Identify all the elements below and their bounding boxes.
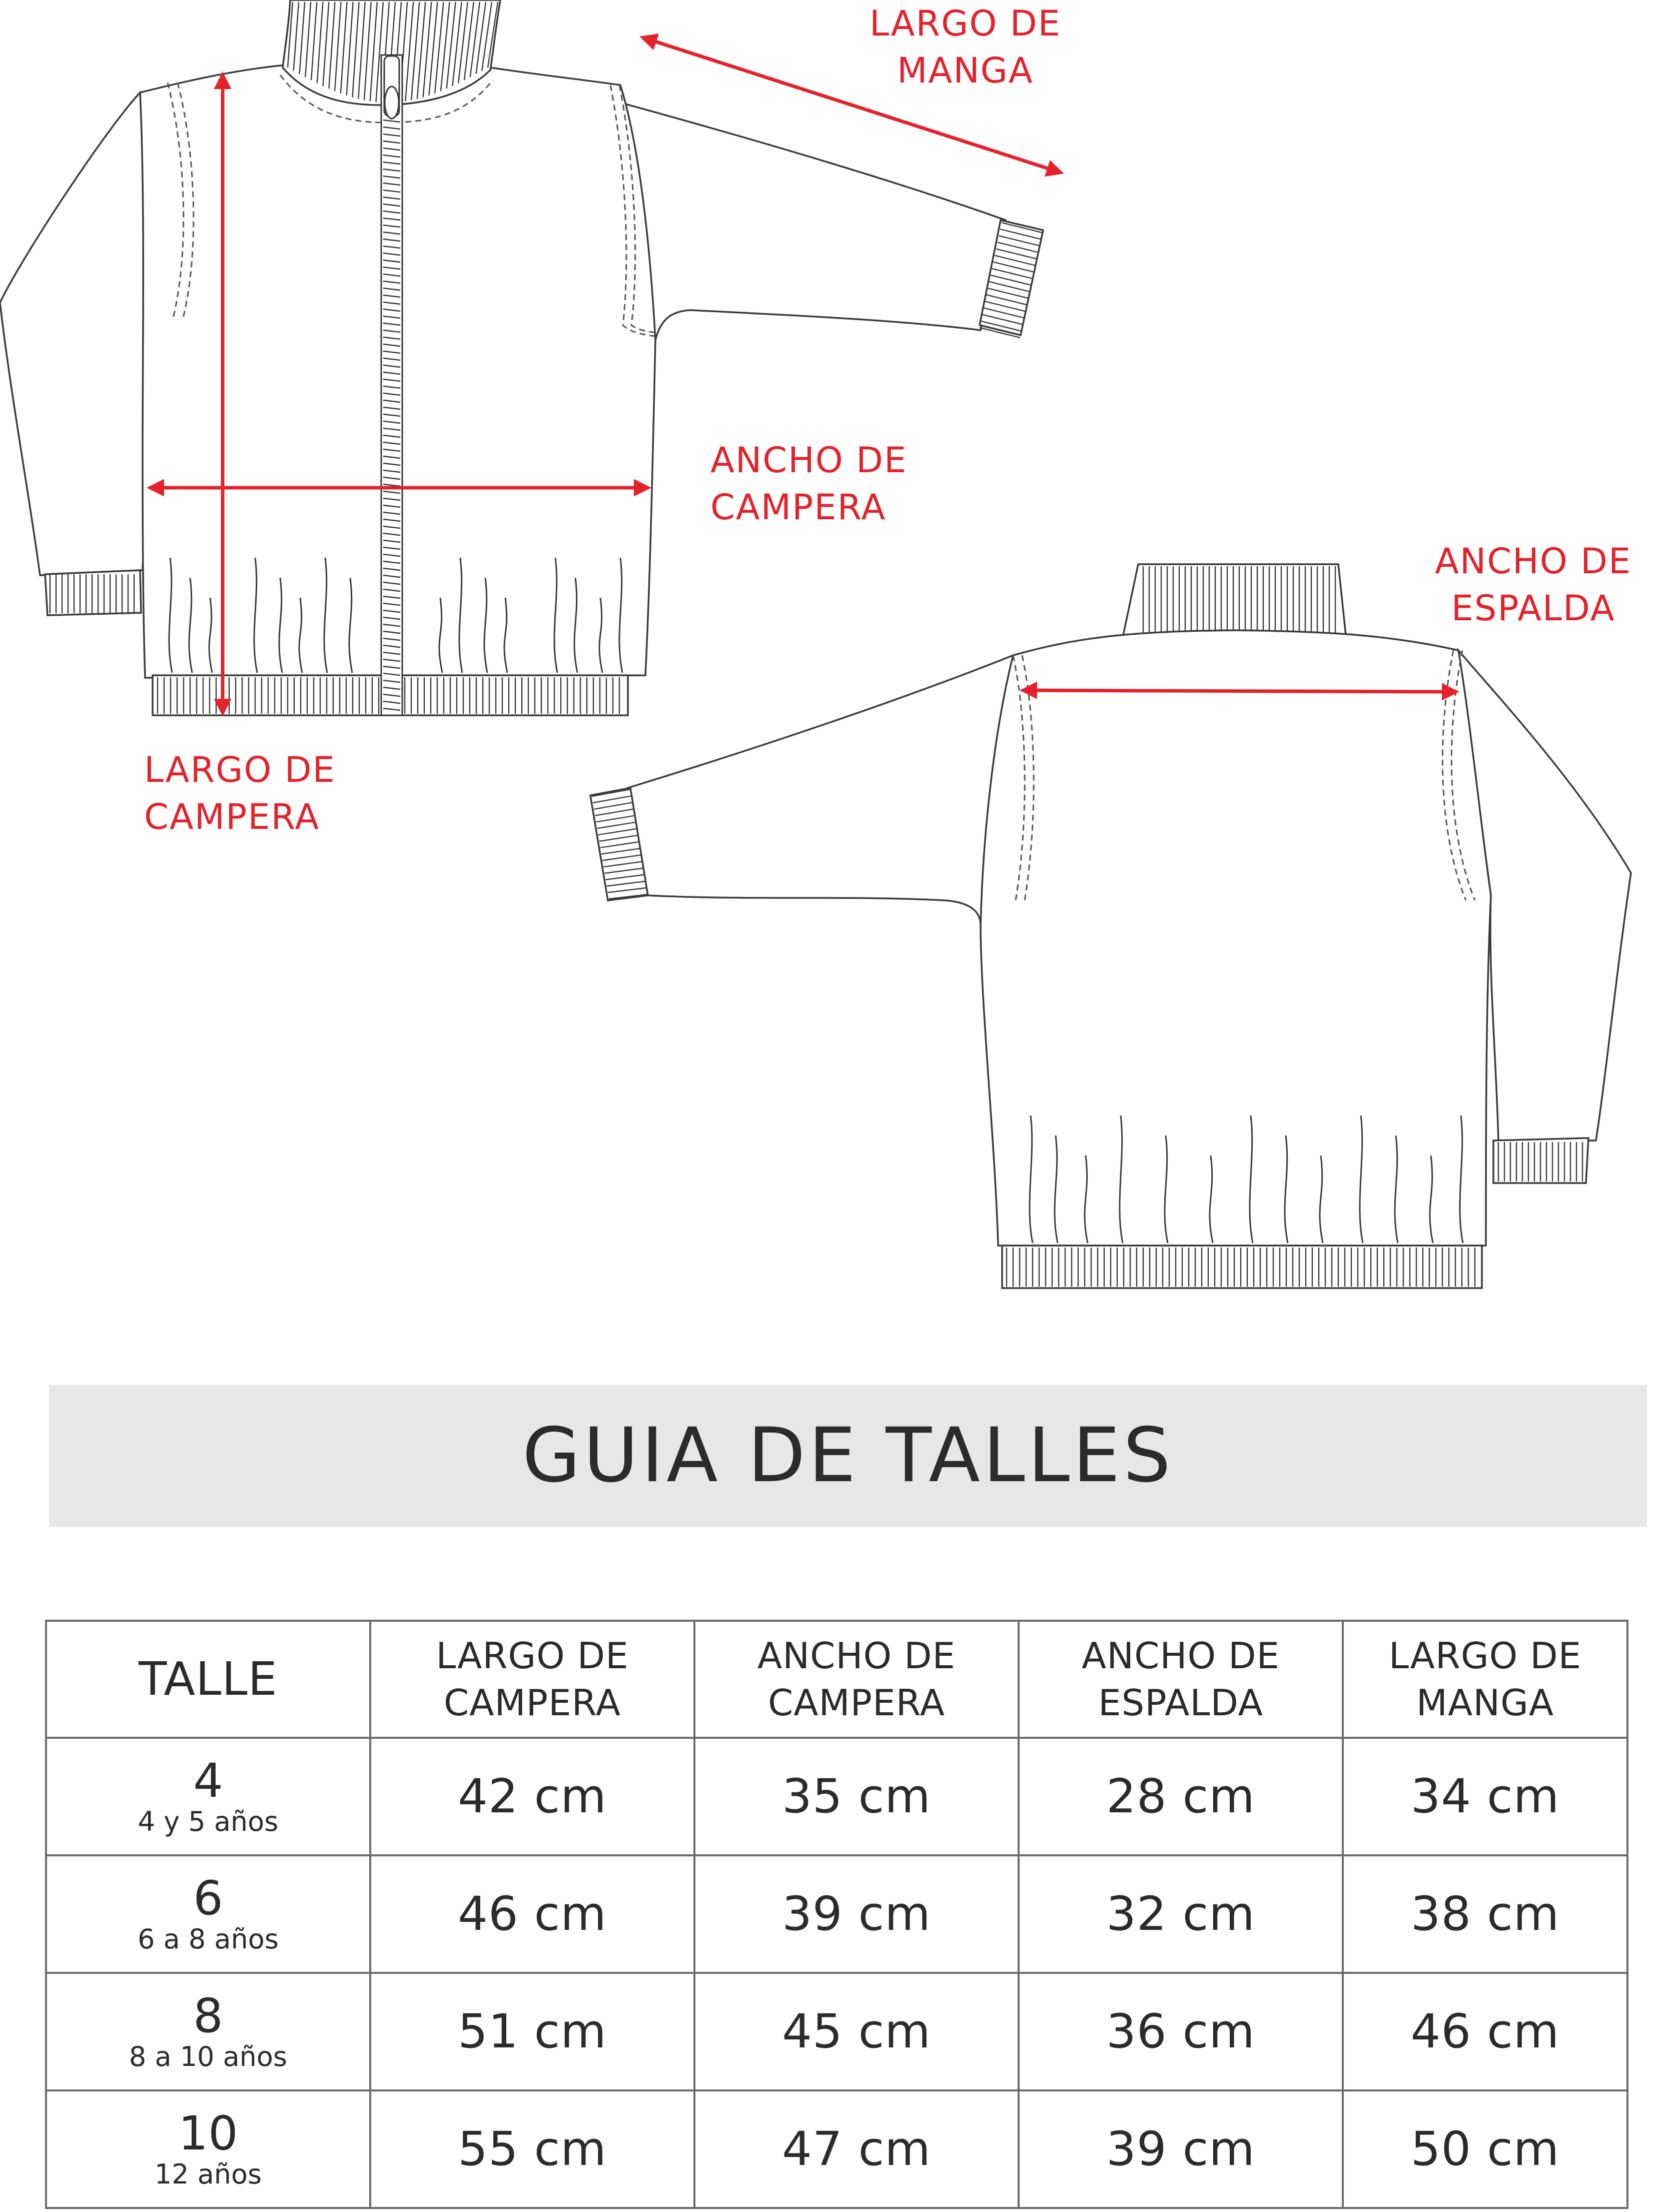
table-row [46, 1855, 1627, 1973]
size-cell [46, 1738, 370, 1855]
ancho-espalda-value: 32 cm [1019, 1855, 1343, 1973]
front-left-cuff [45, 570, 141, 615]
ancho-espalda-value: 36 cm [1019, 1973, 1343, 2090]
table-header-row [46, 1621, 1627, 1738]
size-cell [46, 1855, 370, 1973]
largo-campera-value: 46 cm [370, 1855, 694, 1973]
ancho-campera-value: 47 cm [694, 2090, 1019, 2208]
header-ancho-campera: ANCHO DE CAMPERA [694, 1621, 1019, 1738]
ancho-campera-value: 35 cm [694, 1738, 1019, 1855]
largo-campera-value: 51 cm [370, 1973, 694, 2090]
largo-manga-value: 34 cm [1343, 1738, 1627, 1855]
title-band [49, 1385, 1647, 1527]
label-largo-campera: LARGO DE CAMPERA [144, 749, 336, 837]
back-jacket [590, 564, 1631, 1288]
ancho-espalda-value: 28 cm [1019, 1738, 1343, 1855]
header-largo-manga: LARGO DE MANGA [1343, 1621, 1627, 1738]
largo-campera-value: 42 cm [370, 1738, 694, 1855]
back-waistband [1002, 1246, 1482, 1288]
largo-manga-value: 38 cm [1343, 1855, 1627, 1973]
size-age: 8 a 10 años [129, 2040, 288, 2072]
size-age: 6 a 8 años [138, 1923, 279, 1955]
back-right-cuff [1493, 1138, 1588, 1183]
size-age: 12 años [154, 2158, 262, 2190]
size-age: 4 y 5 años [138, 1805, 279, 1837]
size-number: 4 [193, 1753, 223, 1808]
size-number: 10 [178, 2106, 238, 2161]
ancho-campera-value: 45 cm [694, 1973, 1019, 2090]
largo-campera-value: 55 cm [370, 2090, 694, 2208]
ancho-espalda-value: 39 cm [1019, 2090, 1343, 2208]
largo-manga-value: 46 cm [1343, 1973, 1627, 2090]
table-row [46, 1738, 1627, 1855]
back-collar [1123, 564, 1346, 635]
page-title: GUIA DE TALLES [522, 1412, 1174, 1499]
header-largo-campera: LARGO DE CAMPERA [370, 1621, 694, 1738]
label-ancho-campera: ANCHO DE CAMPERA [710, 440, 908, 528]
table-row [46, 2090, 1627, 2208]
front-jacket [0, 0, 1043, 715]
ancho-espalda-arrow [1023, 690, 1456, 692]
table-row [46, 1973, 1627, 2090]
label-ancho-espalda: ANCHO DE ESPALDA [1435, 541, 1632, 629]
ancho-campera-value: 39 cm [694, 1855, 1019, 1973]
header-talle: TALLE [46, 1621, 370, 1738]
front-zipper [381, 55, 402, 715]
header-ancho-espalda: ANCHO DE ESPALDA [1019, 1621, 1343, 1738]
size-number: 8 [193, 1988, 223, 2043]
size-table [45, 1620, 1628, 2209]
largo-manga-value: 50 cm [1343, 2090, 1627, 2208]
size-cell [46, 2090, 370, 2208]
size-cell [46, 1973, 370, 2090]
label-largo-manga: LARGO DE MANGA [870, 3, 1061, 91]
size-number: 6 [193, 1871, 223, 1926]
